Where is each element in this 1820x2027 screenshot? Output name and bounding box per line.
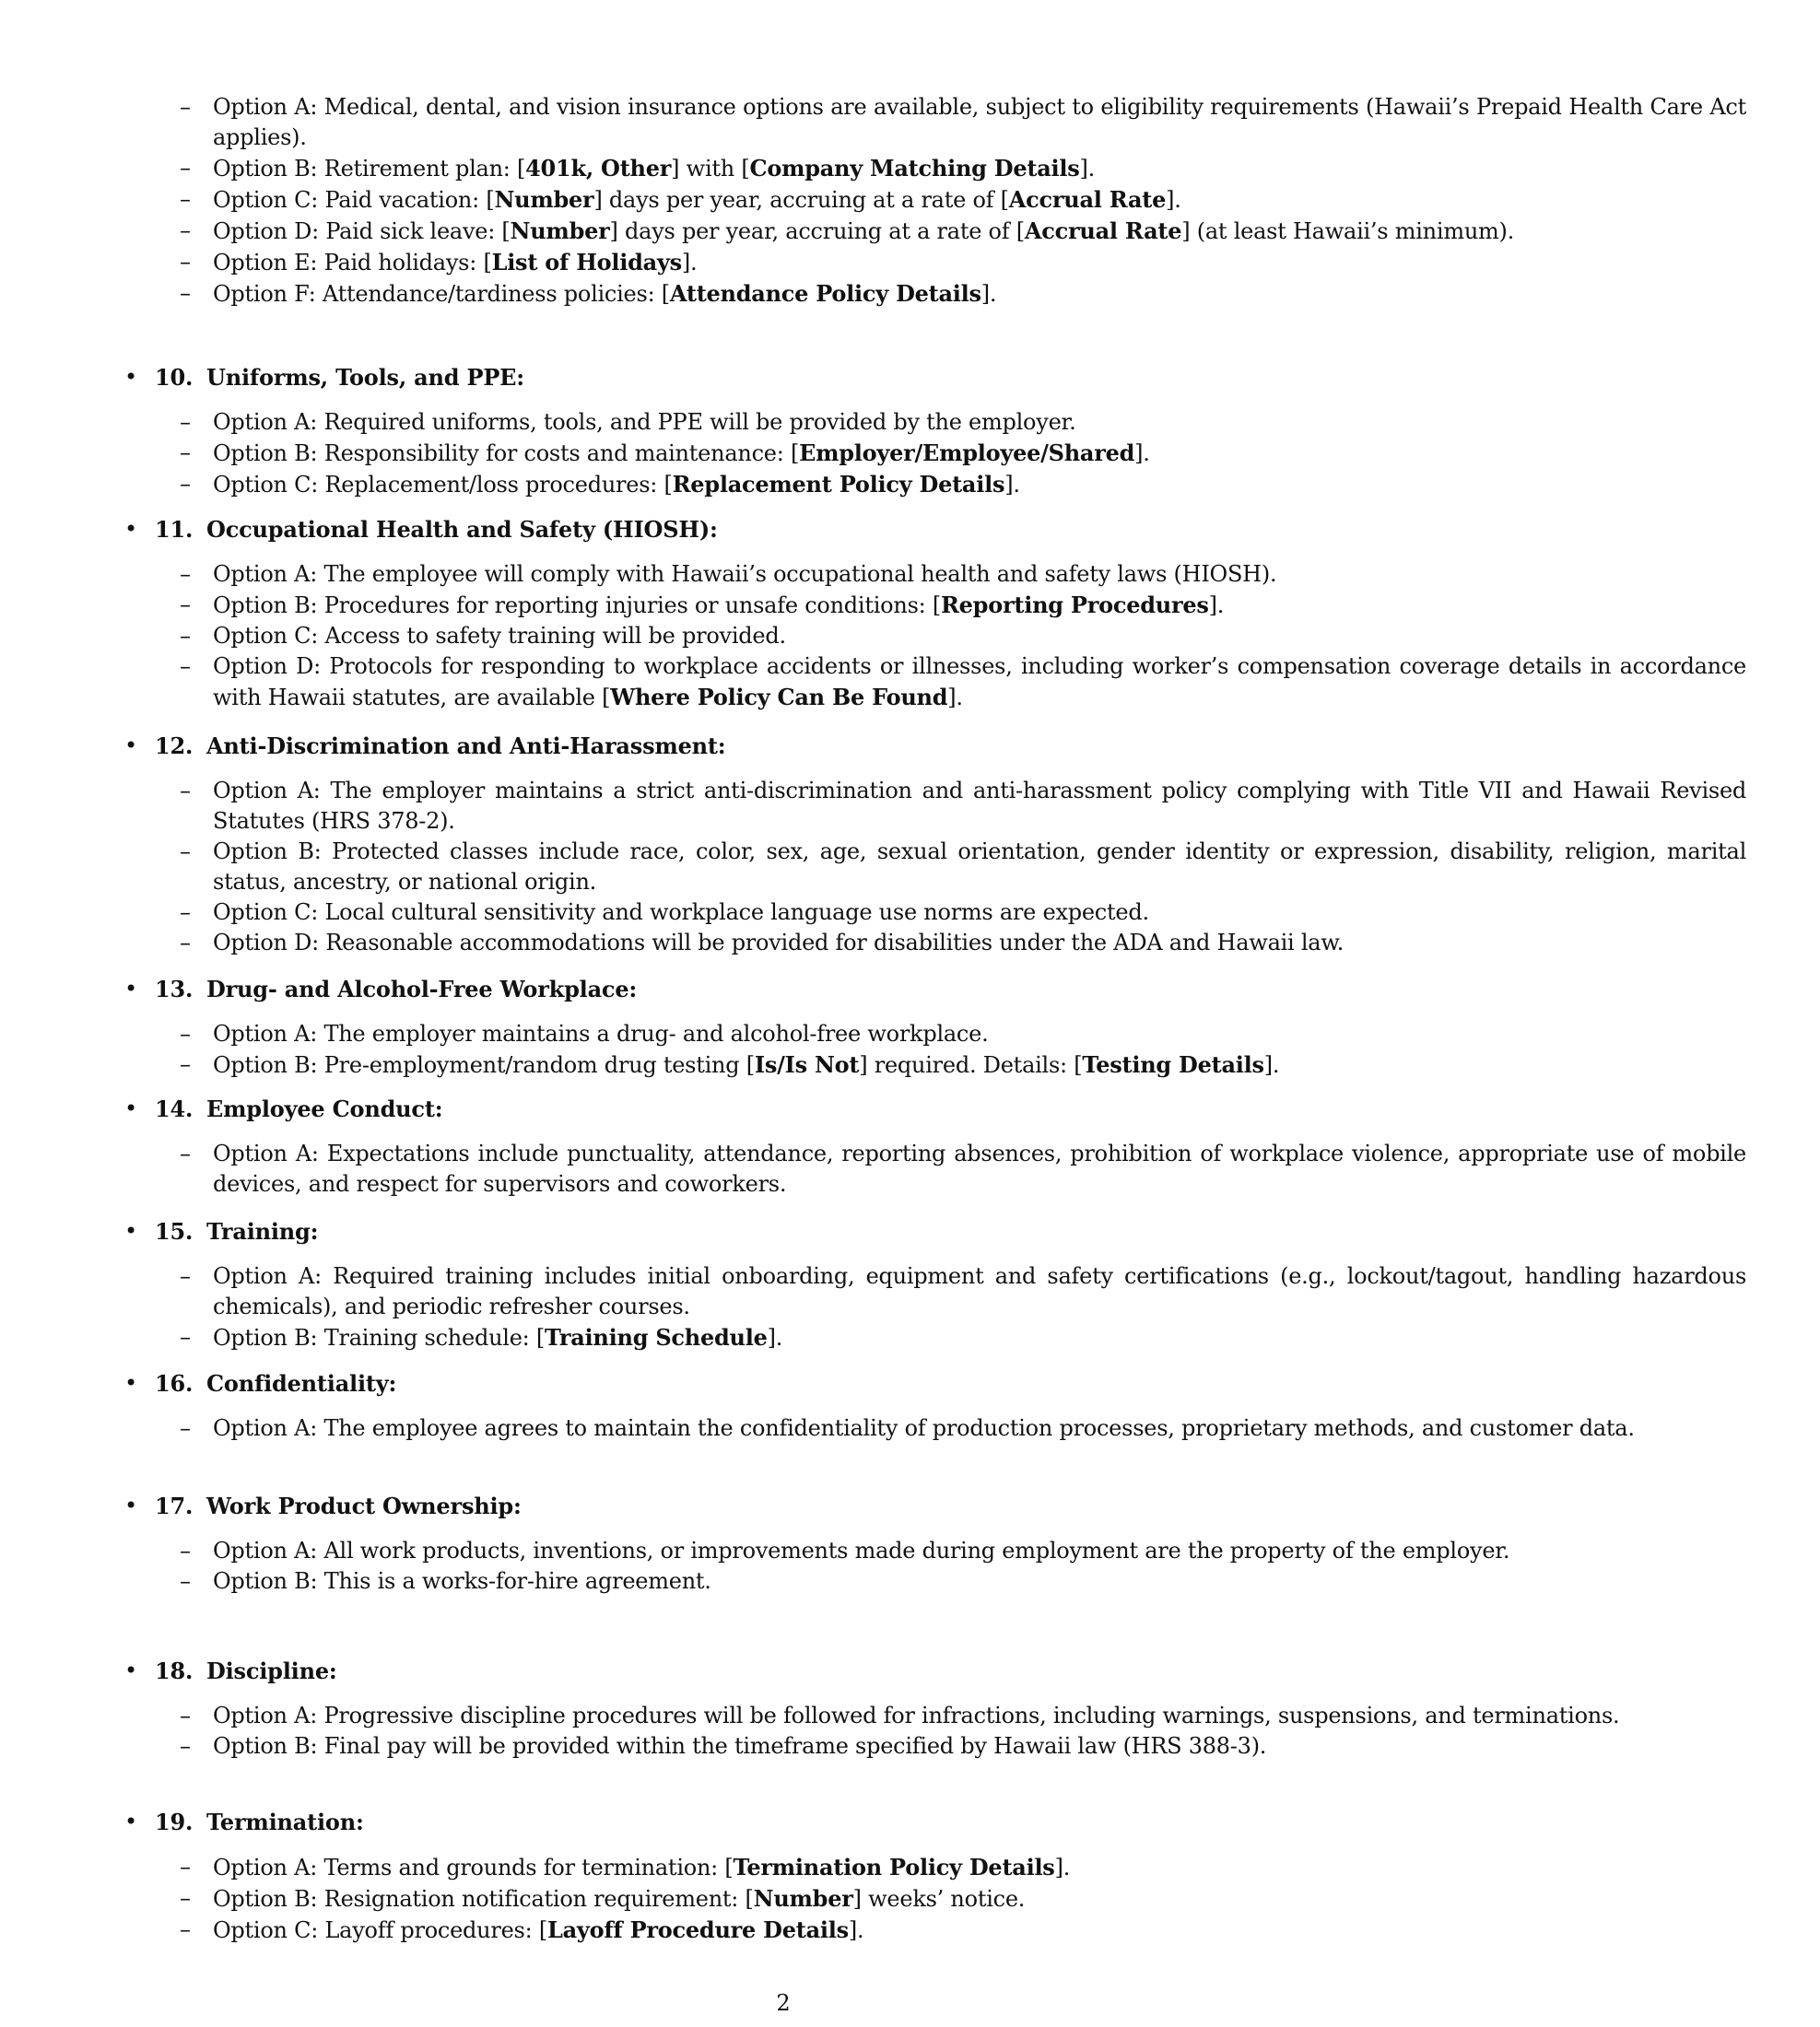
option-text: Local cultural sensitivity and workplace language use norms are expected. xyxy=(318,899,1149,925)
section-options-list xyxy=(0,1261,1820,1353)
placeholder-field: Replacement Policy Details xyxy=(672,471,1005,498)
option-text: ]. xyxy=(681,250,698,275)
option-text: Pre-employment/random drug testing [ xyxy=(317,1052,755,1078)
option-item xyxy=(180,776,1746,837)
bullet-icon: • xyxy=(124,976,137,1002)
option-label: Option C: xyxy=(213,1917,319,1943)
option-text: Progressive discipline procedures will be followed for infractions, including warnings, suspensions, and terminations. xyxy=(317,1703,1620,1728)
dash-bullet: – xyxy=(180,1141,191,1166)
dash-bullet: – xyxy=(180,249,191,275)
option-item xyxy=(180,407,1746,438)
option-item xyxy=(180,1261,1746,1322)
section-options-list xyxy=(0,559,1820,713)
section-options-list xyxy=(0,407,1820,500)
option-item xyxy=(180,1915,1746,1946)
placeholder-field: Reporting Procedures xyxy=(940,592,1209,618)
page-number: 2 xyxy=(776,1990,791,2016)
option-text: ]. xyxy=(947,685,963,710)
dash-bullet: – xyxy=(180,1051,191,1077)
placeholder-field: Company Matching Details xyxy=(749,155,1080,182)
option-label: Option E: xyxy=(213,250,318,275)
option-text: ]. xyxy=(1004,472,1020,498)
option-item xyxy=(180,1536,1746,1566)
section-number: 15. xyxy=(155,1218,194,1245)
option-item xyxy=(180,1566,1746,1597)
option-item xyxy=(180,837,1746,897)
dash-bullet: – xyxy=(180,1568,191,1594)
bullet-icon: • xyxy=(124,1370,137,1396)
option-text: Training schedule: [ xyxy=(317,1325,545,1351)
option-text: ]. xyxy=(980,281,997,307)
dash-bullet: – xyxy=(180,1263,191,1289)
option-label: Option A: xyxy=(213,1415,318,1441)
option-item xyxy=(180,1701,1746,1731)
option-label: Option A: xyxy=(213,778,321,803)
dash-bullet: – xyxy=(180,439,191,465)
bullet-icon: • xyxy=(124,1493,137,1518)
option-text: ] (at least Hawaii’s minimum). xyxy=(1181,218,1515,244)
section-number: 10. xyxy=(155,364,194,391)
option-text: ]. xyxy=(1134,440,1150,466)
dash-bullet: – xyxy=(180,1415,191,1441)
option-item xyxy=(180,92,1746,153)
option-item xyxy=(180,278,1746,310)
placeholder-field: 401k, Other xyxy=(525,155,672,182)
placeholder-field: Accrual Rate xyxy=(1024,217,1182,244)
option-item xyxy=(180,469,1746,500)
placeholder-field: Accrual Rate xyxy=(1008,186,1167,213)
option-item xyxy=(180,153,1746,184)
option-text: ]. xyxy=(1054,1855,1071,1881)
option-text: ]. xyxy=(848,1917,864,1943)
option-text: ]. xyxy=(1208,592,1225,618)
option-item xyxy=(180,247,1746,278)
placeholder-field: List of Holidays xyxy=(491,249,682,275)
section-options-list xyxy=(0,1413,1820,1444)
section-title: Uniforms, Tools, and PPE: xyxy=(206,364,524,391)
option-label: Option C: xyxy=(213,472,319,498)
placeholder-field: Where Policy Can Be Found xyxy=(610,684,948,710)
dash-bullet: – xyxy=(180,653,191,679)
option-label: Option C: xyxy=(213,899,319,925)
placeholder-field: Attendance Policy Details xyxy=(669,280,981,307)
option-item xyxy=(180,621,1746,651)
option-label: Option B: xyxy=(213,1568,318,1594)
option-text: ] required. Details: [ xyxy=(859,1052,1083,1078)
option-text: ]. xyxy=(1263,1052,1280,1078)
option-label: Option D: xyxy=(213,218,319,244)
option-text: Final pay will be provided within the timeframe specified by Hawaii law (HRS 388-3). xyxy=(317,1733,1267,1759)
option-item xyxy=(180,1322,1746,1353)
option-text: ]. xyxy=(1166,187,1181,213)
section-number: 12. xyxy=(155,732,194,759)
option-text: Required training includes initial onboarding, equipment and safety certifications (e.g., lockout/tagout, handling hazardous chemicals), and periodic refresher courses. xyxy=(213,1263,1747,1319)
section-number: 17. xyxy=(155,1493,194,1519)
option-label: Option A: xyxy=(213,1021,318,1047)
option-item xyxy=(180,1852,1746,1883)
option-text: All work products, inventions, or improvements made during employment are the property of the employer. xyxy=(317,1538,1510,1564)
option-item xyxy=(180,559,1746,590)
option-text: ]. xyxy=(767,1325,783,1351)
dash-bullet: – xyxy=(180,1733,191,1759)
section-options-list xyxy=(0,1852,1820,1946)
option-item xyxy=(180,1883,1746,1915)
section-options-list xyxy=(0,1536,1820,1597)
placeholder-field: Termination Policy Details xyxy=(733,1854,1055,1881)
placeholder-field: Number xyxy=(510,217,610,244)
section-number: 18. xyxy=(155,1658,194,1684)
option-item xyxy=(180,928,1746,958)
section-number: 14. xyxy=(155,1096,194,1122)
dash-bullet: – xyxy=(180,1021,191,1047)
option-label: Option A: xyxy=(213,1141,319,1166)
dash-bullet: – xyxy=(180,280,191,306)
option-label: Option D: xyxy=(213,930,319,955)
bullet-icon: • xyxy=(124,1218,137,1244)
dash-bullet: – xyxy=(180,471,191,497)
dash-bullet: – xyxy=(180,1703,191,1728)
bullet-icon: • xyxy=(124,1809,137,1834)
section-number: 19. xyxy=(155,1809,194,1835)
dash-bullet: – xyxy=(180,623,191,649)
option-text: Access to safety training will be provided. xyxy=(318,623,786,649)
option-label: Option A: xyxy=(213,1855,318,1881)
section-title: Drug- and Alcohol-Free Workplace: xyxy=(206,976,638,1002)
option-text: ] days per year, accruing at a rate of [ xyxy=(593,187,1009,213)
option-label: Option A: xyxy=(213,409,318,435)
section-title: Work Product Ownership: xyxy=(206,1493,522,1519)
section-title: Termination: xyxy=(206,1809,364,1835)
section-options-list xyxy=(0,1019,1820,1081)
dash-bullet: – xyxy=(180,409,191,435)
dash-bullet: – xyxy=(180,1854,191,1880)
option-text: Procedures for reporting injuries or unsafe conditions: [ xyxy=(317,592,941,618)
option-item xyxy=(180,184,1746,216)
option-text: ] days per year, accruing at a rate of [ xyxy=(609,218,1025,244)
option-label: Option D: xyxy=(213,653,321,679)
dash-bullet: – xyxy=(180,838,191,864)
option-item xyxy=(180,1049,1746,1081)
dash-bullet: – xyxy=(180,1916,191,1942)
section-title: Confidentiality: xyxy=(206,1370,397,1397)
option-item xyxy=(180,897,1746,928)
option-text: Reasonable accommodations will be provided for disabilities under the ADA and Hawaii law. xyxy=(318,930,1344,955)
section-number: 11. xyxy=(155,516,194,543)
dash-bullet: – xyxy=(180,155,191,181)
option-text: This is a works-for-hire agreement. xyxy=(317,1568,711,1594)
option-label: Option B: xyxy=(213,838,322,864)
section-title: Discipline: xyxy=(206,1658,337,1684)
section-number: 13. xyxy=(155,976,194,1002)
option-label: Option B: xyxy=(213,156,318,182)
option-text: ] weeks’ notice. xyxy=(852,1886,1026,1912)
bullet-icon: • xyxy=(124,1658,137,1683)
option-text: Retirement plan: [ xyxy=(317,156,526,182)
option-item xyxy=(180,1731,1746,1762)
option-text: Paid sick leave: [ xyxy=(318,218,511,244)
bullet-icon: • xyxy=(124,732,137,758)
option-text: ] with [ xyxy=(671,156,750,182)
option-label: Option B: xyxy=(213,1052,318,1078)
option-item xyxy=(180,438,1746,469)
option-text: Replacement/loss procedures: [ xyxy=(318,472,673,498)
placeholder-field: Number xyxy=(753,1885,853,1912)
option-item xyxy=(180,651,1746,713)
section-number: 16. xyxy=(155,1370,194,1397)
section-title: Occupational Health and Safety (HIOSH): xyxy=(206,516,718,543)
option-label: Option F: xyxy=(213,281,316,307)
option-text: The employer maintains a strict anti-discrimination and anti-harassment policy complying with Title VII and Hawaii Revised Statutes (HRS 378-2). xyxy=(213,778,1747,834)
option-text: Terms and grounds for termination: [ xyxy=(317,1855,734,1881)
bullet-icon: • xyxy=(124,1096,137,1121)
bullet-icon: • xyxy=(124,364,137,390)
dash-bullet: – xyxy=(180,1538,191,1564)
placeholder-field: Is/Is Not xyxy=(754,1051,860,1078)
option-label: Option C: xyxy=(213,623,319,649)
option-text: The employee will comply with Hawaii’s occupational health and safety laws (HIOSH). xyxy=(317,561,1277,587)
option-text: Paid holidays: [ xyxy=(317,250,492,275)
option-item xyxy=(180,1413,1746,1444)
dash-bullet: – xyxy=(180,217,191,243)
option-text: Expectations include punctuality, attendance, reporting absences, prohibition of workplace violence, appropriate use of mobile devices, and respect for supervisors and coworkers. xyxy=(213,1141,1746,1197)
dash-bullet: – xyxy=(180,186,191,212)
option-text: Protected classes include race, color, sex, age, sexual orientation, gender identity or expression, disability, religion, marital status, ancestry, or national origin. xyxy=(213,838,1746,895)
bullet-icon: • xyxy=(124,516,137,542)
option-label: Option A: xyxy=(213,1538,318,1564)
section-title: Employee Conduct: xyxy=(206,1096,443,1122)
section-title: Anti-Discrimination and Anti-Harassment: xyxy=(206,732,726,759)
option-item xyxy=(180,216,1746,247)
benefits-options-list xyxy=(0,92,1820,310)
option-text: Resignation notification requirement: [ xyxy=(317,1886,754,1912)
option-text: The employer maintains a drug- and alcohol-free workplace. xyxy=(317,1021,989,1047)
option-label: Option A: xyxy=(213,94,318,120)
option-label: Option B: xyxy=(213,592,318,618)
placeholder-field: Layoff Procedure Details xyxy=(546,1916,849,1943)
option-text: Paid vacation: [ xyxy=(318,187,495,213)
section-options-list xyxy=(0,1139,1820,1200)
option-label: Option B: xyxy=(213,1733,318,1759)
option-text: Protocols for responding to workplace accidents or illnesses, including worker’s compensation coverage details in accordance with Hawaii statutes, are available [ xyxy=(213,653,1746,710)
dash-bullet: – xyxy=(180,899,191,925)
placeholder-field: Training Schedule xyxy=(545,1324,768,1351)
option-item xyxy=(180,1139,1746,1200)
option-text: Responsibility for costs and maintenance: [ xyxy=(317,440,800,466)
option-text: Medical, dental, and vision insurance options are available, subject to eligibility requirements (Hawaii’s Prepaid Health Care Act applies). xyxy=(213,94,1747,150)
placeholder-field: Number xyxy=(494,186,594,213)
option-item xyxy=(180,1019,1746,1049)
option-label: Option A: xyxy=(213,1703,318,1728)
option-text: The employee agrees to maintain the confidentiality of production processes, proprietary methods, and customer data. xyxy=(317,1415,1635,1441)
placeholder-field: Testing Details xyxy=(1082,1051,1264,1078)
option-label: Option C: xyxy=(213,187,319,213)
placeholder-field: Employer/Employee/Shared xyxy=(799,439,1135,466)
section-options-list xyxy=(0,776,1820,958)
dash-bullet: – xyxy=(180,1885,191,1911)
option-text: ]. xyxy=(1079,156,1095,182)
section-title: Training: xyxy=(206,1218,319,1245)
option-label: Option A: xyxy=(213,561,318,587)
option-text: Required uniforms, tools, and PPE will be provided by the employer. xyxy=(317,409,1076,435)
option-text: Attendance/tardiness policies: [ xyxy=(315,281,670,307)
option-item xyxy=(180,590,1746,621)
option-label: Option B: xyxy=(213,440,318,466)
dash-bullet: – xyxy=(180,1324,191,1350)
section-options-list xyxy=(0,1701,1820,1762)
option-text: Layoff procedures: [ xyxy=(318,1917,547,1943)
dash-bullet: – xyxy=(180,778,191,803)
dash-bullet: – xyxy=(180,592,191,617)
dash-bullet: – xyxy=(180,94,191,120)
option-label: Option B: xyxy=(213,1886,318,1912)
dash-bullet: – xyxy=(180,930,191,955)
option-label: Option B: xyxy=(213,1325,318,1351)
dash-bullet: – xyxy=(180,561,191,587)
option-label: Option A: xyxy=(213,1263,322,1289)
